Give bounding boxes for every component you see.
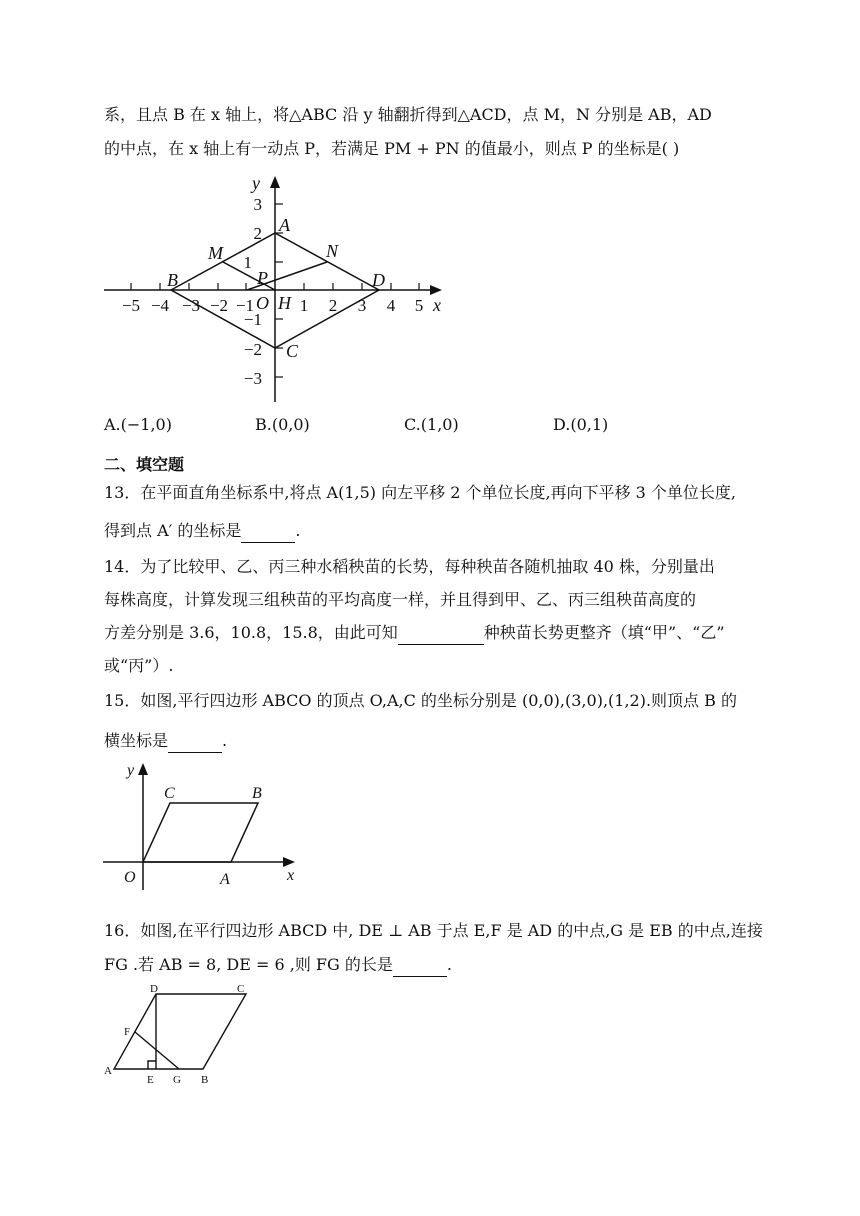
q12-option-a[interactable]: [104, 414, 172, 436]
q15-point-b-label: B: [252, 785, 262, 802]
q12-x-axis-arrow: [430, 285, 442, 295]
q14-text-line4: 或“丙”）.: [104, 656, 174, 675]
q12-y-tick-label: −3: [243, 369, 262, 388]
q15-text-line1: 15．如图,平行四边形 ABCO 的顶点 O,A,C 的坐标分别是 (0,0),(3,0),(1,2).则顶点 B 的: [104, 691, 737, 710]
q15-point-a-label: A: [220, 871, 230, 888]
section-heading-fill-in: 二、填空题: [104, 455, 185, 474]
q15-parallelogram-figure: [100, 758, 310, 890]
q12-y-axis-label: y: [252, 173, 260, 193]
q12-x-tick-label: 4: [386, 296, 396, 315]
q16-point-b-label: B: [201, 1074, 209, 1086]
q16-parallelogram-figure: [100, 982, 260, 1092]
q12-y-tick-label: 3: [253, 195, 262, 214]
q16-point-g-label: G: [173, 1074, 181, 1086]
q14-text-line2: 每株高度，计算发现三组秧苗的平均高度一样，并且得到甲、乙、丙三组秧苗高度的: [104, 590, 697, 609]
q16-point-f-label: F: [124, 1026, 131, 1038]
q16-point-c-label: C: [237, 983, 245, 995]
q12-option-c[interactable]: [404, 414, 459, 436]
q12-option-d[interactable]: [553, 414, 608, 436]
q14-answer-blank[interactable]: [398, 622, 484, 645]
q16-answer-blank[interactable]: [393, 954, 447, 977]
q12-option-d-value: (0,1): [570, 415, 609, 434]
q15-text-line2: [104, 730, 227, 753]
q12-y-tick-label: 1: [243, 253, 252, 272]
q12-x-tick-label: −2: [209, 296, 229, 315]
q13-text-line2: [104, 520, 300, 543]
q15-text-prefix: 横坐标是: [104, 731, 169, 750]
q12-x-tick-label: −3: [181, 296, 201, 315]
q16-parallelogram-abcd: [114, 994, 246, 1069]
q16-point-d-label: D: [150, 983, 158, 995]
q13-answer-blank[interactable]: [241, 520, 295, 543]
q12-x-tick-label: −5: [121, 296, 141, 315]
q12-option-c-label: C.: [404, 415, 421, 434]
q15-text-suffix: .: [222, 731, 228, 750]
q15-y-axis-arrow: [138, 763, 148, 775]
q12-point-d-label: D: [372, 270, 385, 290]
q15-y-axis-label: y: [127, 762, 135, 779]
q15-x-axis-label: x: [287, 867, 295, 884]
q16-point-e-label: E: [147, 1074, 154, 1086]
q12-option-d-label: D.: [553, 415, 571, 434]
q12-y-tick-label: −1: [243, 310, 262, 329]
q14-text-line3: [104, 622, 725, 645]
q15-point-c-label: C: [164, 785, 175, 802]
q12-point-c-label: C: [286, 341, 299, 361]
q16-text-line2: [104, 954, 452, 977]
q12-point-p-label: P: [257, 268, 268, 288]
q14-text-suffix: 种秧苗长势更整齐（填“甲”、“乙”: [483, 623, 725, 642]
q12-x-tick-label: −4: [150, 296, 170, 315]
q14-text-line1: 14．为了比较甲、乙、丙三种水稻秧苗的长势，每种秧苗各随机抽取 40 株，分别量出: [104, 557, 715, 576]
q12-option-b-label: B.: [255, 415, 272, 434]
q16-point-a-label: A: [104, 1065, 112, 1077]
q12-option-a-value: (−1,0): [120, 415, 172, 434]
q12-x-tick-label: 1: [299, 296, 309, 315]
q16-text-line1: 16．如图,在平行四边形 ABCD 中, DE ⊥ AB 于点 E,F 是 AD 的中点,G 是 EB 的中点,连接: [104, 921, 763, 940]
q12-text-line1: 系，且点 B 在 x 轴上，将△ABC 沿 y 轴翻折得到△ACD，点 M，N 分别是 AB，AD: [104, 105, 712, 124]
q13-text-suffix: .: [295, 521, 301, 540]
q12-point-a-label: A: [279, 215, 290, 235]
q12-origin-o-label: O: [256, 293, 269, 313]
q12-x-tick-label: 5: [414, 296, 424, 315]
q15-parallelogram-abco: [143, 803, 258, 862]
q16-text-prefix: FG .若 AB = 8, DE = 6 ,则 FG 的长是: [104, 955, 393, 974]
q12-y-axis-arrow: [270, 176, 280, 188]
q16-segment-fg: [135, 1032, 179, 1069]
q12-x-tick-label: 3: [357, 296, 367, 315]
q13-text-prefix: 得到点 A′ 的坐标是: [104, 521, 242, 540]
q14-text-prefix: 方差分别是 3.6，10.8，15.8，由此可知: [104, 623, 398, 642]
q12-point-b-label: B: [167, 270, 178, 290]
q12-text-line2: 的中点，在 x 轴上有一动点 P，若满足 PM + PN 的值最小，则点 P 的坐标是( ): [104, 139, 680, 158]
q12-point-h-label: H: [278, 293, 291, 313]
q12-point-n-label: N: [326, 241, 339, 261]
q12-coordinate-figure: [100, 170, 450, 410]
q12-y-tick-label: −2: [243, 340, 262, 359]
q16-right-angle-mark: [148, 1061, 156, 1069]
q12-option-a-label: A.: [104, 415, 121, 434]
q12-x-tick-label: −1: [235, 296, 255, 315]
q12-point-m-label: M: [208, 243, 223, 263]
q16-text-suffix: .: [446, 955, 452, 974]
q15-point-o-label: O: [124, 869, 136, 886]
q15-x-axis-arrow: [283, 857, 295, 867]
q12-y-tick-label: 2: [253, 224, 262, 243]
q12-x-tick-label: 2: [328, 296, 338, 315]
q12-option-c-value: (1,0): [420, 415, 459, 434]
q12-option-b-value: (0,0): [271, 415, 310, 434]
q15-answer-blank[interactable]: [168, 730, 222, 753]
q12-x-axis-label: x: [433, 295, 441, 315]
q12-option-b[interactable]: [255, 414, 310, 436]
q13-text-line1: 13．在平面直角坐标系中,将点 A(1,5) 向左平移 2 个单位长度,再向下平移 3 个单位长度,: [104, 483, 736, 502]
